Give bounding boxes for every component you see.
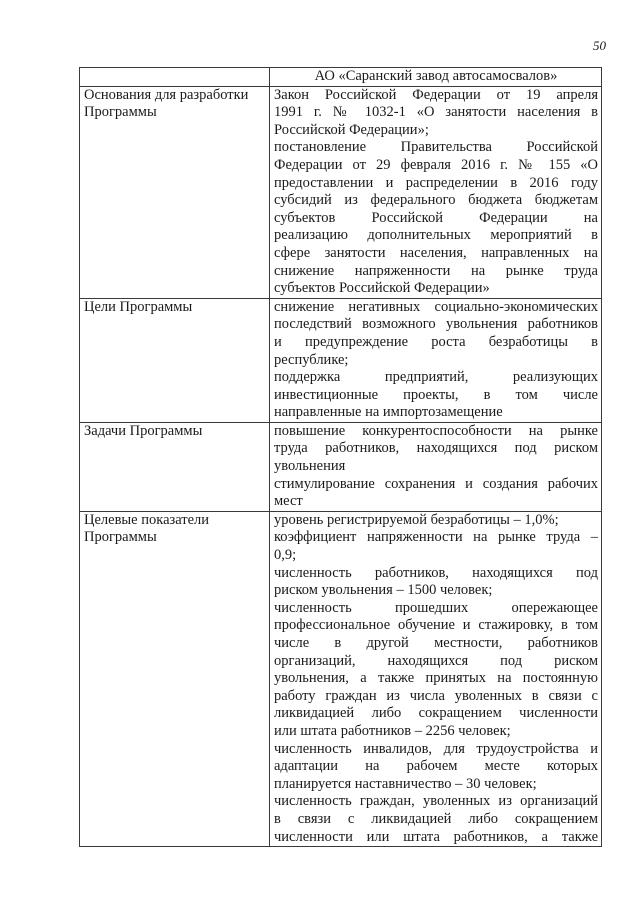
table-row (80, 68, 602, 87)
table-row (80, 86, 602, 298)
text-line: и предупреждение роста безработицы в (274, 333, 598, 350)
text-line: увольнения (274, 458, 346, 475)
row-label-tasks (80, 422, 270, 511)
text-line: численность инвалидов, для трудоустройства и (274, 740, 598, 757)
text-line: республике; (274, 351, 349, 368)
text-line: Закон Российской Федерации от 19 апреля (274, 86, 598, 103)
text-line: постановление Правительства Российской (274, 139, 598, 156)
row-value-goals (270, 298, 602, 422)
text-line: в связи с ликвидацией либо сокращением (274, 810, 598, 827)
row-label-basis (80, 86, 270, 298)
row-value-indicators (270, 511, 602, 846)
row-value-basis (270, 86, 602, 298)
text-line: последствий возможного увольнения работников (274, 316, 598, 333)
table-row (80, 298, 602, 422)
table-row (80, 422, 602, 511)
text-line: 0,9; (274, 547, 297, 564)
row-label-goals (80, 298, 270, 422)
text-line: адаптации на рабочем месте которых (274, 758, 598, 775)
text-line: числе в другой местности, работников (274, 635, 598, 651)
text-line: или штата работников – 2256 человек; (274, 722, 511, 739)
text-line: реализацию дополнительных мероприятий в (274, 227, 598, 244)
text-line: планируется наставничество – 30 человек; (274, 775, 537, 792)
text-line: повышение конкурентоспособности на рынке (274, 422, 598, 439)
text-line: направленные на импортозамещение (274, 404, 503, 421)
text-line: 1991 г. № 1032-1 «О занятости населения в (274, 104, 598, 121)
text-line: Российской Федерации»; (274, 121, 429, 138)
text-line: численность граждан, уволенных из организаций (274, 793, 598, 810)
text-line: субъектов Российской Федерации» (274, 280, 490, 297)
program-passport-table (79, 67, 602, 847)
organization-name-text: АО «Саранский завод автосамосвалов» (314, 68, 558, 84)
text-line: сфере занятости населения, направленных на (274, 244, 598, 261)
text-line: труда работников, находящихся под риском (274, 440, 598, 457)
text-line: снижение напряженности на рынке труда (274, 262, 598, 279)
label-line: Цели Программы (84, 298, 193, 315)
page-number: 50 (593, 38, 606, 53)
text-line: снижение негативных социально-экономических (274, 298, 598, 315)
text-line: ликвидацией либо сокращением численности (274, 705, 598, 722)
text-line: численность прошедших опережающее (274, 599, 598, 616)
text-line: численность работников, находящихся под (274, 564, 598, 581)
label-line: Основания для разработки (84, 86, 249, 103)
text-line: уровень регистрируемой безработицы – 1,0%; (274, 511, 559, 528)
text-line: субсидий из федерального бюджета бюджетам (274, 192, 598, 209)
text-line: поддержка предприятий, реализующих (274, 369, 598, 386)
text-line: Федерации от 29 февраля 2016 г. № 155 «О (274, 156, 598, 173)
label-line: Задачи Программы (84, 422, 203, 439)
label-line: Программы (84, 529, 157, 546)
text-line: предоставлении и распределении в 2016 году (274, 174, 598, 191)
header-label-cell (80, 68, 270, 87)
text-line: стимулирование сохранения и создания рабочих (274, 475, 598, 492)
text-line: работу граждан из числа уволенных в связи с (274, 687, 598, 704)
text-line: увольнения, а также принятых на постоянную (274, 670, 598, 687)
organization-name (270, 68, 602, 87)
text-line: инвестиционные проекты, в том числе (274, 386, 598, 403)
text-line: субъектов Российской Федерации на (274, 209, 598, 226)
text-line: риском увольнения – 1500 человек; (274, 582, 493, 599)
row-value-tasks (270, 422, 602, 511)
text-line: коэффициент напряженности на рынке труда – (274, 529, 598, 546)
table-row (80, 511, 602, 846)
text-line: мест (274, 493, 303, 510)
label-line: Целевые показатели (84, 511, 210, 528)
text-line: профессиональное обучение и стажировку, в том (274, 617, 598, 634)
label-line: Программы (84, 104, 157, 121)
text-line: организаций, находящихся под риском (274, 652, 598, 669)
row-label-indicators (80, 511, 270, 846)
text-line: численности или штата работников, а также (274, 828, 598, 845)
